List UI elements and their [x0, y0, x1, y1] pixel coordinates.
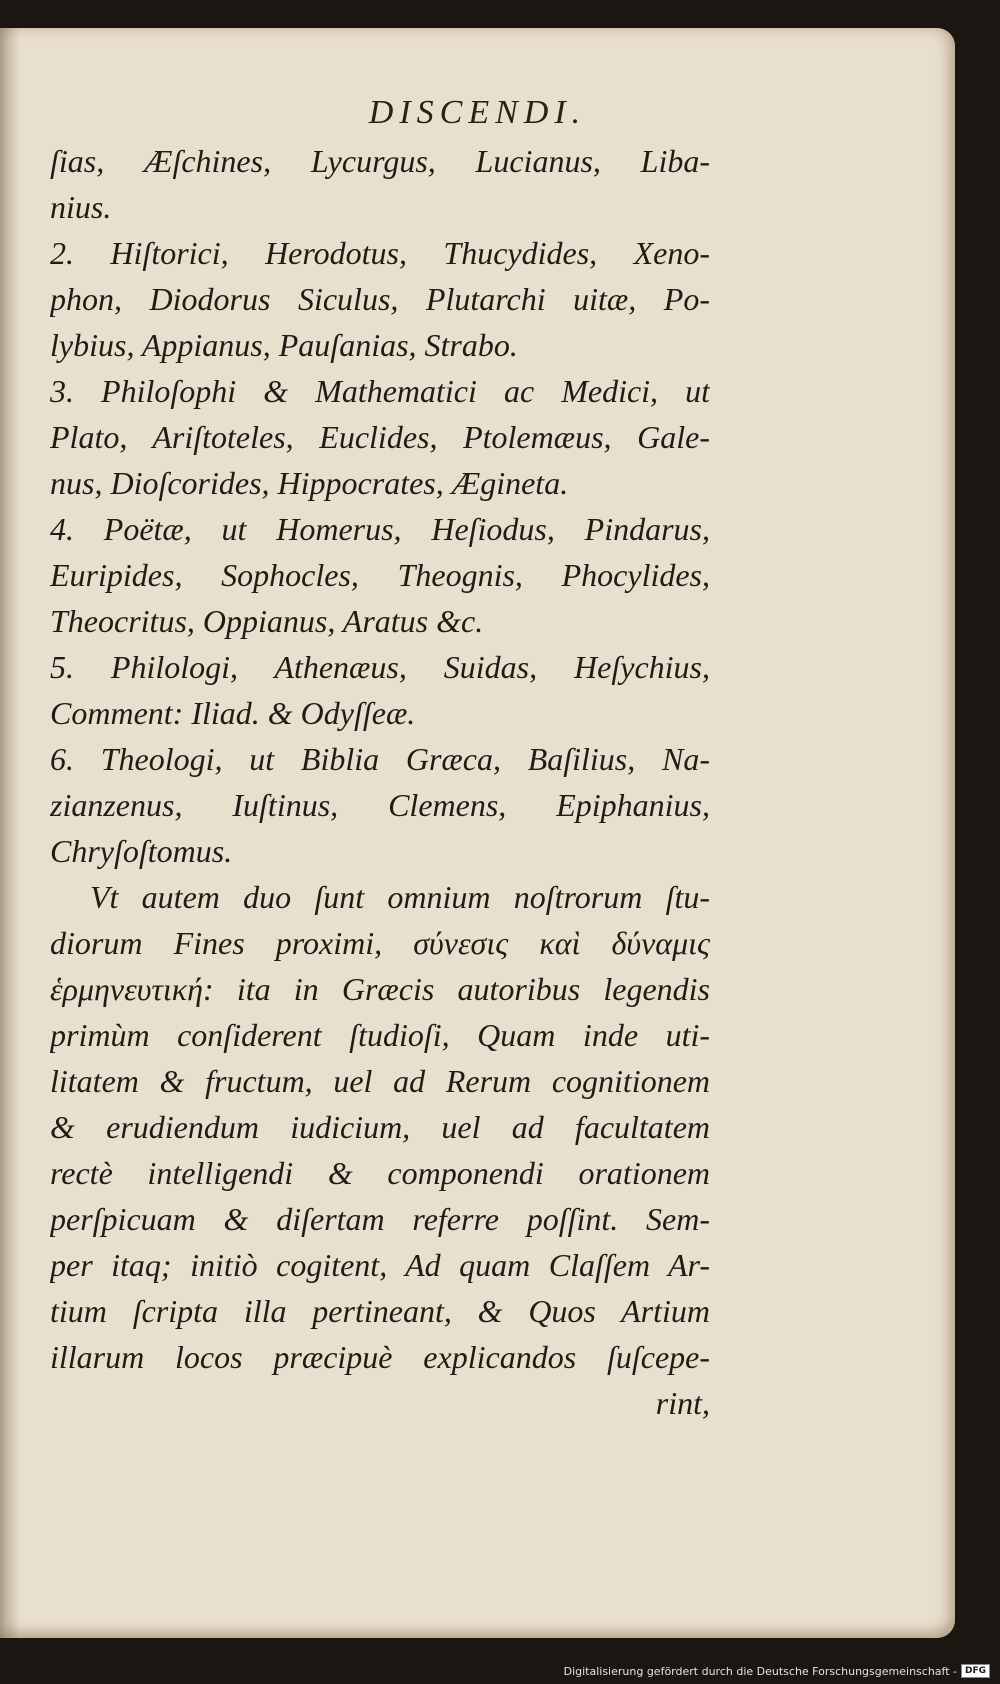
- text-line: 6. Theologi, ut Biblia Græca, Baſilius, Na-: [50, 741, 710, 777]
- text-line: 5. Philologi, Athenæus, Suidas, Heſychius,: [50, 649, 710, 685]
- text-line: phon, Diodorus Siculus, Plutarchi uitæ, Po-: [50, 281, 710, 317]
- text-line: 2. Hiſtorici, Herodotus, Thucydides, Xeno-: [50, 235, 710, 271]
- text-line: Comment: Iliad. & Odyſſeæ.: [50, 695, 416, 731]
- text-line: Chryſoſtomus.: [50, 833, 233, 869]
- dfg-logo: DFG: [961, 1664, 990, 1678]
- footer-text: Digitalisierung gefördert durch die Deutsche Forschungsgemeinschaft -: [563, 1664, 957, 1678]
- text-line: primùm conſiderent ſtudioſi, Quam inde uti-: [50, 1017, 710, 1053]
- text-line: illarum locos præcipuè explicandos ſuſcepe-: [50, 1339, 710, 1375]
- running-head: DISCENDI.: [368, 94, 587, 131]
- text-line: 3. Philoſophi & Mathematici ac Medici, ut: [50, 373, 710, 409]
- text-line: tium ſcripta illa pertineant, & Quos Artium: [50, 1293, 710, 1329]
- text-line: 4. Poëtæ, ut Homerus, Heſiodus, Pindarus,: [50, 511, 710, 547]
- text-line: Euripides, Sophocles, Theognis, Phocylides,: [50, 557, 710, 593]
- text-line: & erudiendum iudicium, uel ad facultatem: [50, 1109, 710, 1145]
- text-line: ſias, Æſchines, Lycurgus, Lucianus, Liba-: [50, 143, 710, 179]
- text-line: nus, Dioſcorides, Hippocrates, Ægineta.: [50, 465, 569, 501]
- text-line: ἑρμηνευτική: ita in Græcis autoribus legendis: [50, 971, 710, 1007]
- text-line: nius.: [50, 189, 112, 225]
- catchword: rint,: [655, 1385, 710, 1421]
- text-line: diorum Fines proximi, σύνεσις καὶ δύναμις: [50, 925, 710, 961]
- text-line: Plato, Ariſtoteles, Euclides, Ptolemæus, Gale-: [50, 419, 710, 455]
- book-page: [0, 28, 955, 1638]
- text-line: perſpicuam & diſertam referre poſſint. Sem-: [50, 1201, 710, 1237]
- text-line: per itaq; initiò cogitent, Ad quam Claſſem Ar-: [50, 1247, 710, 1283]
- text-line: Vt autem duo ſunt omnium noſtrorum ſtu-: [90, 879, 710, 915]
- text-line: zianzenus, Iuſtinus, Clemens, Epiphanius,: [50, 787, 710, 823]
- text-line: lybius, Appianus, Pauſanias, Strabo.: [50, 327, 518, 363]
- digitization-footer: [564, 1664, 990, 1678]
- body-text: [50, 138, 710, 1426]
- text-line: litatem & fructum, uel ad Rerum cognitionem: [50, 1063, 710, 1099]
- text-line: Theocritus, Oppianus, Aratus &c.: [50, 603, 484, 639]
- text-line: rectè intelligendi & componendi orationem: [50, 1155, 710, 1191]
